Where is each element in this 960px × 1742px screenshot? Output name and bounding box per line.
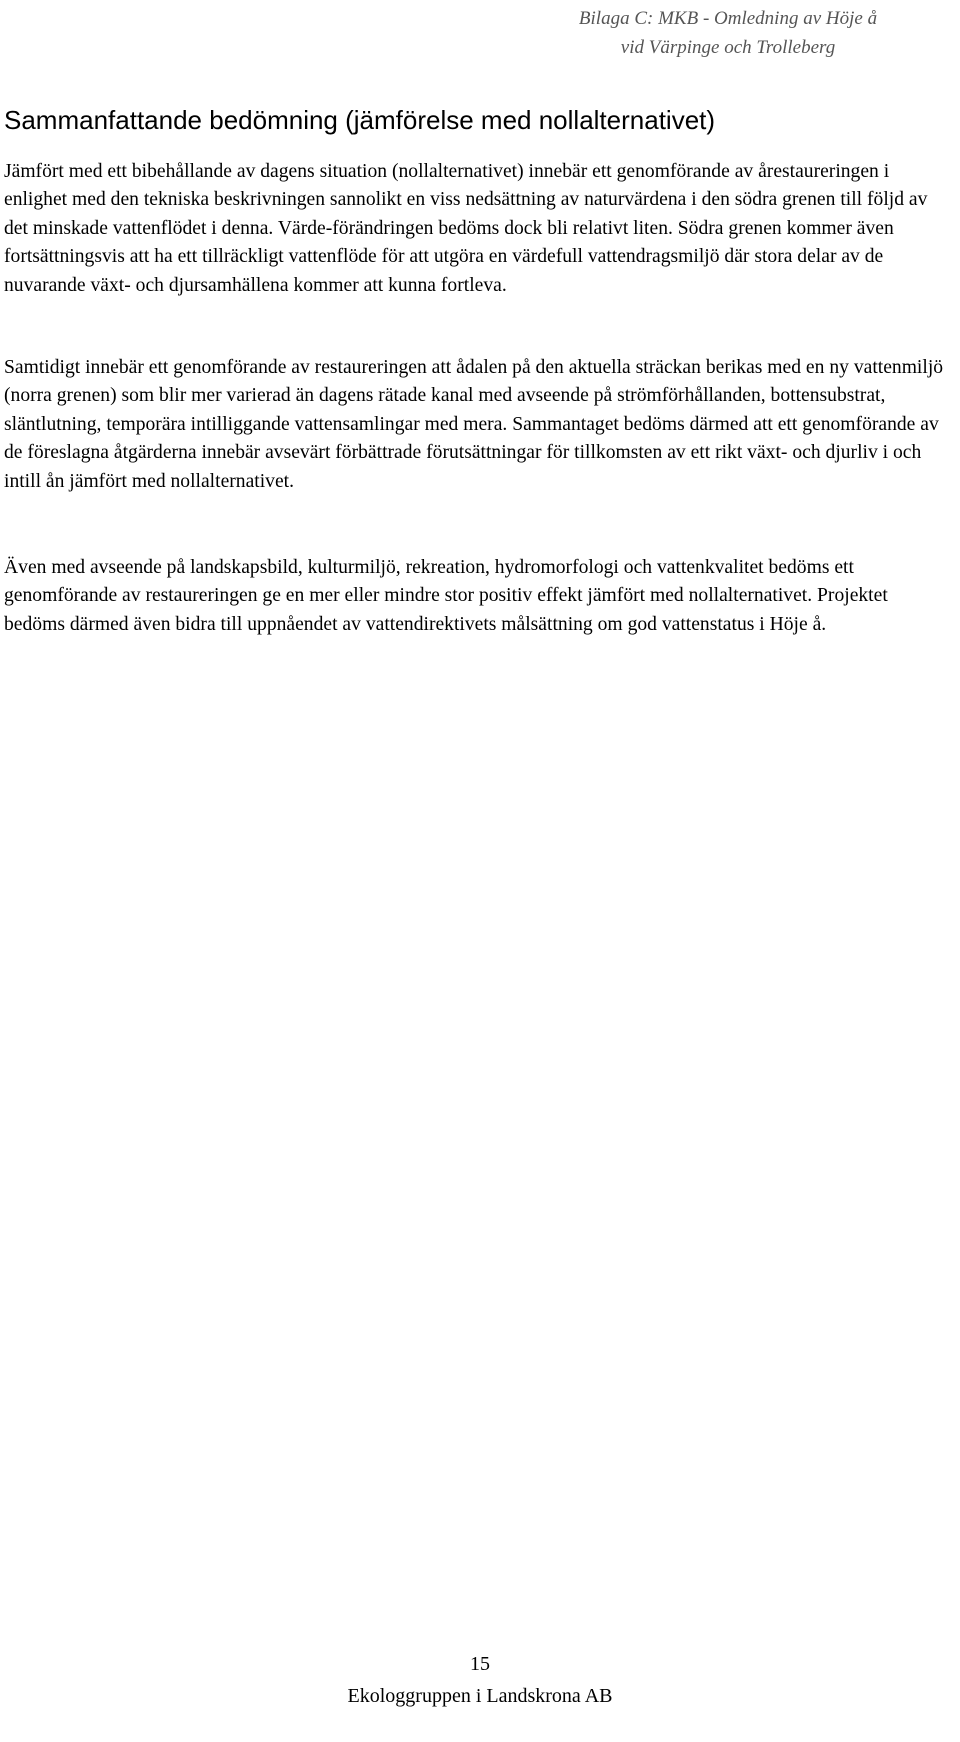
paragraph-landscape: Även med avseende på landskapsbild, kulturmiljö, rekreation, hydromorfologi och vattenkvalitet bedöms ett genomförande av restaureringen ge en mer eller mindre stor positiv effekt jämfört med nollalternativet. Projektet bedöms därmed även bidra till uppnåendet av vattendirektivets målsättning om god vattenstatus i Höje å. bbox=[4, 557, 888, 635]
running-header bbox=[518, 4, 938, 62]
section-heading: Sammanfattande bedömning (jämförelse med nollalternativet) bbox=[4, 105, 716, 135]
running-header-line-2: vid Värpinge och Trolleberg bbox=[620, 37, 836, 58]
page-footer-company: Ekologgruppen i Landskrona AB bbox=[347, 1685, 613, 1707]
paragraph-restoration: Samtidigt innebär ett genomförande av restaureringen att ådalen på den aktuella sträckan berikas med en ny vattenmiljö (norra grenen) som blir mer varierad än dagens rätade kanal med avseende på strömförhållanden, bottensubstrat, släntlutning, temporära intilliggande vattensamlingar med mera. Sammantaget bedöms därmed att ett genomförande av de föreslagna åtgärderna innebär avsevärt förbättrade förutsättningar för tillkomsten av ett rikt växt- och djurliv i och intill ån jämfört med nollalternativet. bbox=[4, 357, 944, 492]
running-header-line-1: Bilaga C: MKB - Omledning av Höje å bbox=[578, 8, 878, 29]
paragraph-summary: Jämfört med ett bibehållande av dagens situation (nollalternativet) innebär ett genomförande av årestaureringen i enlighet med den tekniska beskrivningen sannolikt en viss nedsättning av naturvärdena i den södra grenen till följd av det minskade vattenflödet i denna. Värde-förändringen bedöms dock bli relativt liten. Södra grenen kommer även fortsättningsvis att ha ett tillräckligt vattenflöde för att utgöra en värdefull vattendragsmiljö där stora delar av de nuvarande växt- och djursamhällena kommer att kunna fortleva. bbox=[4, 161, 928, 296]
page-number: 15 bbox=[470, 1653, 490, 1675]
